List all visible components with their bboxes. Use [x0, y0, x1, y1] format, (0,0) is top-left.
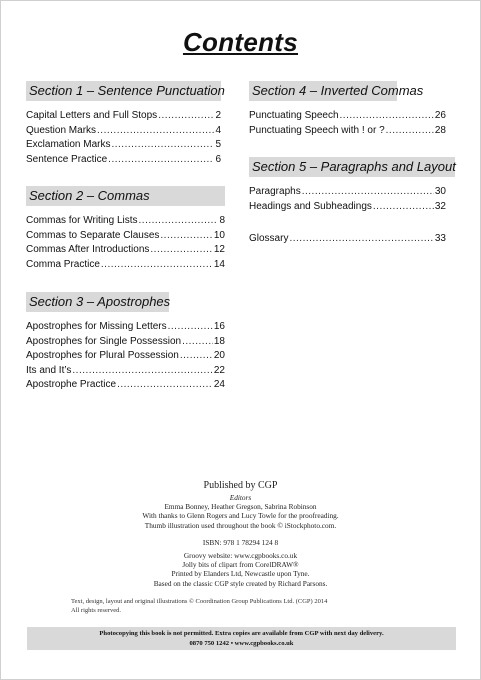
contents-entry[interactable]: Commas After Introductions ..... 12: [26, 243, 225, 258]
copyright: Text, design, layout and original illustrations © Coordination Group Publications Ltd. (CGP) 2014: [71, 598, 328, 605]
copyright-block: [71, 597, 430, 615]
section-5: [249, 157, 456, 214]
page-title: Contents: [182, 27, 299, 57]
thumb-credit: Thumb illustration used throughout the book © iStockphoto.com.: [144, 520, 337, 530]
section-heading: Section 4 – Inverted Commas: [249, 81, 397, 101]
contents-entry[interactable]: Commas to Separate Clauses ..... 10: [26, 229, 225, 244]
glossary-section: [249, 232, 446, 247]
contents-entry[interactable]: Comma Practice ..... 14: [26, 258, 225, 273]
section-2: [26, 186, 225, 272]
contents-entry[interactable]: Punctuating Speech ..... 26: [249, 109, 446, 124]
contents-entry[interactable]: Apostrophe Practice ..... 24: [26, 378, 225, 393]
section-3: [26, 292, 225, 393]
contents-entry[interactable]: Question Marks ..... 4: [26, 124, 221, 139]
contents-entry[interactable]: Sentence Practice ..... 6: [26, 153, 221, 168]
printed-by: Printed by Elanders Ltd, Newcastle upon Tyne.: [171, 569, 310, 579]
contents-entry[interactable]: Paragraphs ..... 30: [249, 185, 446, 200]
footer-banner: [27, 627, 456, 650]
photocopy-notice: Photocopying this book is not permitted. Extra copies are available from CGP with next day delivery.: [99, 630, 384, 637]
contents-entry[interactable]: Apostrophes for Plural Possession ..... 20: [26, 349, 225, 364]
published-by: Published by CGP: [203, 480, 278, 491]
clipart-credit: Jolly bits of clipart from CorelDRAW®: [182, 560, 299, 570]
thanks: With thanks to Glenn Rogers and Lucy Towle for the proofreading.: [142, 511, 339, 521]
rights: All rights reserved.: [71, 607, 122, 614]
website: Groovy website: www.cgpbooks.co.uk: [183, 551, 298, 561]
editors: Emma Bonney, Heather Gregson, Sabrina Robinson: [164, 502, 317, 512]
contact-line: 0870 750 1242 • www.cgpbooks.co.uk: [189, 640, 294, 647]
section-heading: Section 5 – Paragraphs and Layout: [249, 157, 455, 177]
section-heading: Section 2 – Commas: [26, 186, 225, 206]
contents-entry[interactable]: Headings and Subheadings ..... 32: [249, 200, 446, 215]
section-4: [249, 81, 446, 138]
contents-entry[interactable]: Exclamation Marks ..... 5: [26, 138, 221, 153]
contents-entry[interactable]: Apostrophes for Single Possession ..... 18: [26, 335, 225, 350]
contents-entry[interactable]: Capital Letters and Full Stops ..... 2: [26, 109, 221, 124]
editors-label: Editors: [229, 493, 252, 502]
section-heading: Section 1 – Sentence Punctuation: [26, 81, 221, 101]
contents-entry[interactable]: Commas for Writing Lists ..... 8: [26, 214, 225, 229]
contents-entry[interactable]: Apostrophes for Missing Letters ..... 16: [26, 320, 225, 335]
contents-entry[interactable]: Its and It’s ..... 22: [26, 364, 225, 379]
section-heading: Section 3 – Apostrophes: [26, 292, 169, 312]
isbn: ISBN: 978 1 78294 124 8: [202, 537, 279, 547]
section-1: [26, 81, 225, 167]
glossary-entry[interactable]: Glossary ..... 33: [249, 232, 446, 247]
contents-entry[interactable]: Punctuating Speech with ! or ? ..... 28: [249, 124, 446, 139]
based-on: Based on the classic CGP style created by Richard Parsons.: [153, 578, 328, 588]
publisher-info: [41, 479, 440, 588]
